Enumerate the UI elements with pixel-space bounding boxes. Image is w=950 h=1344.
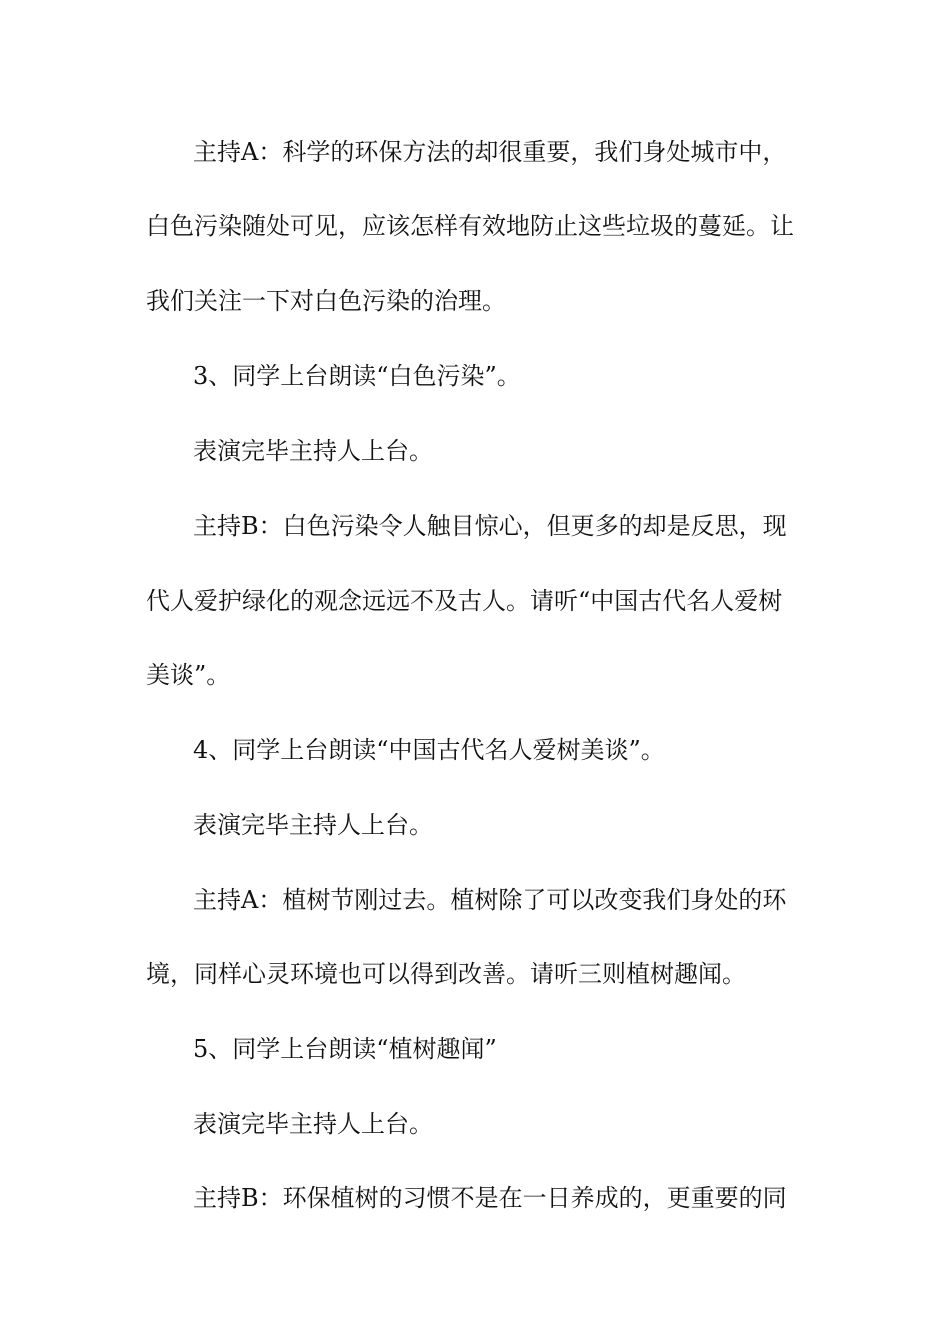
paragraph-host-a-2-line-2: 境，同样心灵环境也可以得到改善。请听三则植树趣闻。 (146, 960, 746, 988)
host-enters-note-2: 表演完毕主持人上台。 (193, 811, 433, 839)
paragraph-host-a-1-line-3: 我们关注一下对白色污染的治理。 (146, 287, 506, 315)
step-5-reading: 5、同学上台朗读“植树趣闻” (193, 1035, 497, 1063)
paragraph-host-b-1-line-1: 主持B：白色污染令人触目惊心，但更多的却是反思，现 (193, 512, 787, 540)
paragraph-host-b-1-line-3: 美谈”。 (146, 661, 231, 689)
step-4-reading: 4、同学上台朗读“中国古代名人爱树美谈”。 (193, 736, 665, 764)
host-enters-note-3: 表演完毕主持人上台。 (193, 1110, 433, 1138)
host-enters-note-1: 表演完毕主持人上台。 (193, 437, 433, 465)
paragraph-host-a-2-line-1: 主持A：植树节刚过去。植树除了可以改变我们身处的环 (193, 886, 787, 914)
paragraph-host-a-1-line-1: 主持A：科学的环保方法的却很重要，我们身处城市中， (193, 138, 787, 166)
paragraph-host-a-1-line-2: 白色污染随处可见，应该怎样有效地防止这些垃圾的蔓延。让 (146, 212, 794, 240)
step-3-reading: 3、同学上台朗读“白色污染”。 (193, 362, 521, 390)
paragraph-host-b-2-line-1: 主持B：环保植树的习惯不是在一日养成的，更重要的同 (193, 1184, 787, 1212)
paragraph-host-b-1-line-2: 代人爱护绿化的观念远远不及古人。请听“中国古代名人爱树 (146, 587, 783, 615)
